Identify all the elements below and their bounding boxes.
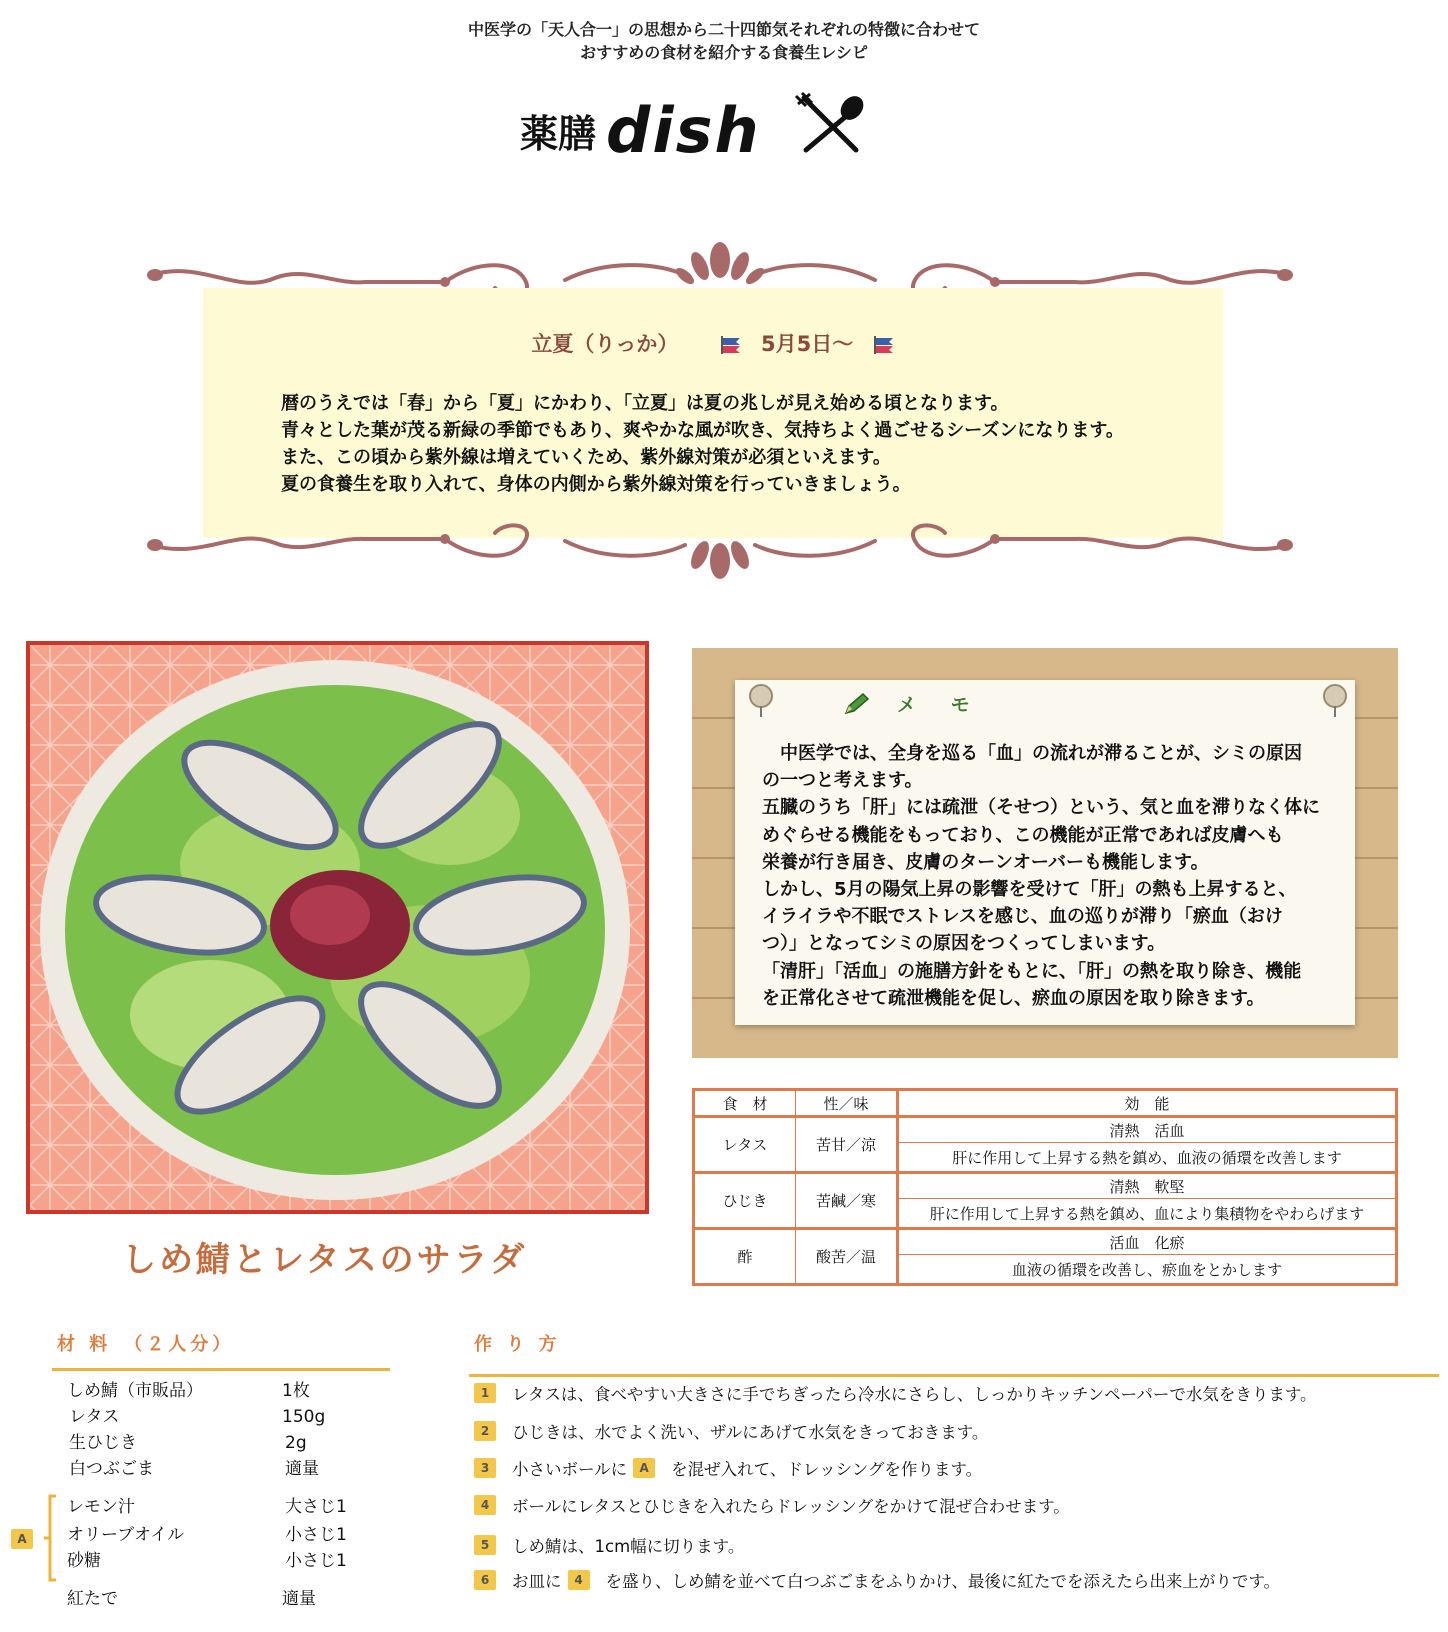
memo-heading: メ モ xyxy=(897,694,984,716)
method-step xyxy=(474,1419,988,1443)
season-name: 立夏（りっか） xyxy=(531,332,679,356)
season-line: 暦のうえでは「春」から「夏」にかわり、「立夏」は夏の兆しが見え始める頃となります。 xyxy=(281,393,1009,414)
memo-line: を正常化させて疏泄機能を促し、瘀血の原因を取り除きます。 xyxy=(762,987,1265,1009)
step-number: 1 xyxy=(474,1383,496,1403)
table-row xyxy=(694,1117,1397,1143)
pencil-icon xyxy=(843,692,871,716)
ingredient-properties-table xyxy=(692,1088,1398,1286)
season-heading xyxy=(203,328,1223,358)
memo-line: 中医学では、全身を巡る「血」の流れが滞ることが、シミの原因 xyxy=(762,743,1302,764)
ingredient-qty: 150g xyxy=(282,1407,326,1427)
step-number: 3 xyxy=(474,1458,496,1478)
ingredients-rule xyxy=(52,1368,390,1371)
step-text: を混ぜ入れて、ドレッシングを作ります。 xyxy=(671,1460,983,1479)
step-text: お皿に xyxy=(512,1572,562,1591)
ingredient-qty: 2g xyxy=(285,1433,307,1453)
step-number: 6 xyxy=(474,1570,496,1590)
step-text: しめ鯖は、1cm幅に切ります。 xyxy=(512,1537,745,1556)
memo-line: の一つと考えます。 xyxy=(762,770,923,792)
memo-line: イライラや不眠でストレスを感じ、血の巡りが滞り「瘀血（おけ xyxy=(762,906,1283,928)
tagline-line-2: おすすめの食材を紹介する食養生レシピ xyxy=(580,43,868,62)
ingredient-name: レタス xyxy=(69,1407,120,1427)
pushpin-icon xyxy=(748,684,774,718)
season-line: 夏の食養生を取り入れて、身体の内側から紫外線対策を行っていきましょう。 xyxy=(281,474,911,495)
table-cell-nature: 酸苦／温 xyxy=(796,1229,898,1285)
pushpin-icon xyxy=(1322,684,1348,718)
logo-kanji: 薬膳 xyxy=(520,110,597,156)
ingredients-list xyxy=(67,1378,397,1618)
table-header: 性／味 xyxy=(796,1090,898,1117)
ingredient-qty: 小さじ1 xyxy=(285,1525,347,1545)
season-date: 5月5日～ xyxy=(761,332,854,356)
table-cell-food: レタス xyxy=(694,1117,796,1173)
ingredient-qty: 大さじ1 xyxy=(285,1497,347,1517)
table-cell-effect: 活血 化瘀 xyxy=(898,1229,1397,1255)
ingredient-name: オリーブオイル xyxy=(67,1525,185,1545)
step-text: ひじきは、水でよく洗い、ザルにあげて水気をきっておきます。 xyxy=(512,1423,989,1442)
table-cell-nature: 苦甘／涼 xyxy=(796,1117,898,1173)
memo-line: つ）」となってシミの原因をつくってしまいます。 xyxy=(762,933,1166,955)
group-a-label: A xyxy=(11,1529,33,1549)
dish-photo xyxy=(26,641,649,1214)
step-number: 5 xyxy=(474,1535,496,1555)
dish-title: しめ鯖とレタスのサラダ xyxy=(122,1240,528,1280)
step-text: 小さいボールに xyxy=(512,1460,628,1479)
table-cell-food: 酢 xyxy=(694,1229,796,1285)
step-number: 2 xyxy=(474,1421,496,1441)
table-row xyxy=(694,1173,1397,1199)
ingredient-qty: 1枚 xyxy=(282,1381,310,1401)
method-step xyxy=(474,1381,1317,1405)
memo-line: 栄養が行き届き、皮膚のターンオーバーも機能します。 xyxy=(762,851,1209,873)
ingredient-name: 生ひじき xyxy=(69,1433,137,1453)
table-header-row xyxy=(694,1090,1397,1117)
table-header: 食 材 xyxy=(694,1090,796,1117)
season-line: また、この頃から紫外線は増えていくため、紫外線対策が必須といえます。 xyxy=(281,447,891,468)
season-box xyxy=(203,288,1223,538)
ingredient-name: 白つぶごま xyxy=(69,1459,154,1479)
table-cell-desc: 肝に作用して上昇する熱を鎮め、血により集積物をやわらげます xyxy=(898,1199,1397,1229)
table-cell-nature: 苦鹹／寒 xyxy=(796,1173,898,1229)
ingredient-qty: 小さじ1 xyxy=(285,1551,347,1571)
memo-line: 「清肝」「活血」の施膳方針をもとに、「肝」の熱を取り除き、機能 xyxy=(762,960,1302,982)
season-line: 青々とした葉が茂る新緑の季節でもあり、爽やかな風が吹き、気持ちよく過ごせるシーズンになります。 xyxy=(281,420,1124,441)
step-reference: 4 xyxy=(568,1570,590,1590)
method-step xyxy=(474,1493,1070,1517)
logo xyxy=(520,90,761,170)
season-description xyxy=(281,390,1124,498)
method-rule xyxy=(469,1374,1439,1377)
step-reference: A xyxy=(633,1458,655,1478)
table-cell-desc: 肝に作用して上昇する熱を鎮め、血液の循環を改善します xyxy=(898,1143,1397,1173)
method-step xyxy=(474,1533,744,1557)
koinobori-icon xyxy=(873,336,895,354)
ingredients-heading: 材 料 （２人分） xyxy=(57,1334,235,1355)
memo-line: しかし、5月の陽気上昇の影響を受けて「肝」の熱も上昇すると、 xyxy=(762,879,1297,901)
logo-dish: dish xyxy=(606,93,761,167)
koinobori-icon xyxy=(720,336,742,354)
group-bracket xyxy=(44,1494,58,1584)
ornament-bottom xyxy=(145,515,1295,585)
ingredient-name: 砂糖 xyxy=(67,1551,101,1571)
ingredient-qty: 適量 xyxy=(282,1589,316,1609)
table-cell-desc: 血液の循環を改善し、瘀血をとかします xyxy=(898,1255,1397,1285)
fork-spoon-icon xyxy=(792,92,872,156)
ingredient-name: しめ鯖（市販品） xyxy=(67,1381,203,1401)
table-cell-effect: 清熱 軟堅 xyxy=(898,1173,1397,1199)
tagline-line-1: 中医学の「天人合一」の思想から二十四節気それぞれの特徴に合わせて xyxy=(467,20,980,39)
ingredient-qty: 適量 xyxy=(285,1459,319,1479)
method-step xyxy=(474,1568,1280,1592)
step-text: ボールにレタスとひじきを入れたらドレッシングをかけて混ぜ合わせます。 xyxy=(512,1497,1070,1516)
table-cell-effect: 清熱 活血 xyxy=(898,1117,1397,1143)
table-cell-food: ひじき xyxy=(694,1173,796,1229)
ingredient-name: 紅たで xyxy=(67,1589,118,1609)
table-row xyxy=(694,1229,1397,1255)
method-heading: 作 り 方 xyxy=(474,1334,561,1355)
method-step xyxy=(474,1456,982,1480)
table-header: 効 能 xyxy=(898,1090,1397,1117)
memo-body xyxy=(762,740,1342,1012)
memo-line: めぐらせる機能をもっており、この機能が正常であれば皮膚へも xyxy=(762,824,1284,846)
step-number: 4 xyxy=(474,1495,496,1515)
memo-line: 五臓のうち「肝」には疏泄（そせつ）という、気と血を滞りなく体に xyxy=(762,797,1320,819)
step-text: を盛り、しめ鯖を並べて白つぶごまをふりかけ、最後に紅たでを添えたら出来上がりです。 xyxy=(605,1572,1281,1591)
step-text: レタスは、食べやすい大きさに手でちぎったら冷水にさらし、しっかりキッチンペーパーで水気をきります。 xyxy=(512,1385,1317,1404)
ingredient-name: レモン汁 xyxy=(67,1497,135,1517)
